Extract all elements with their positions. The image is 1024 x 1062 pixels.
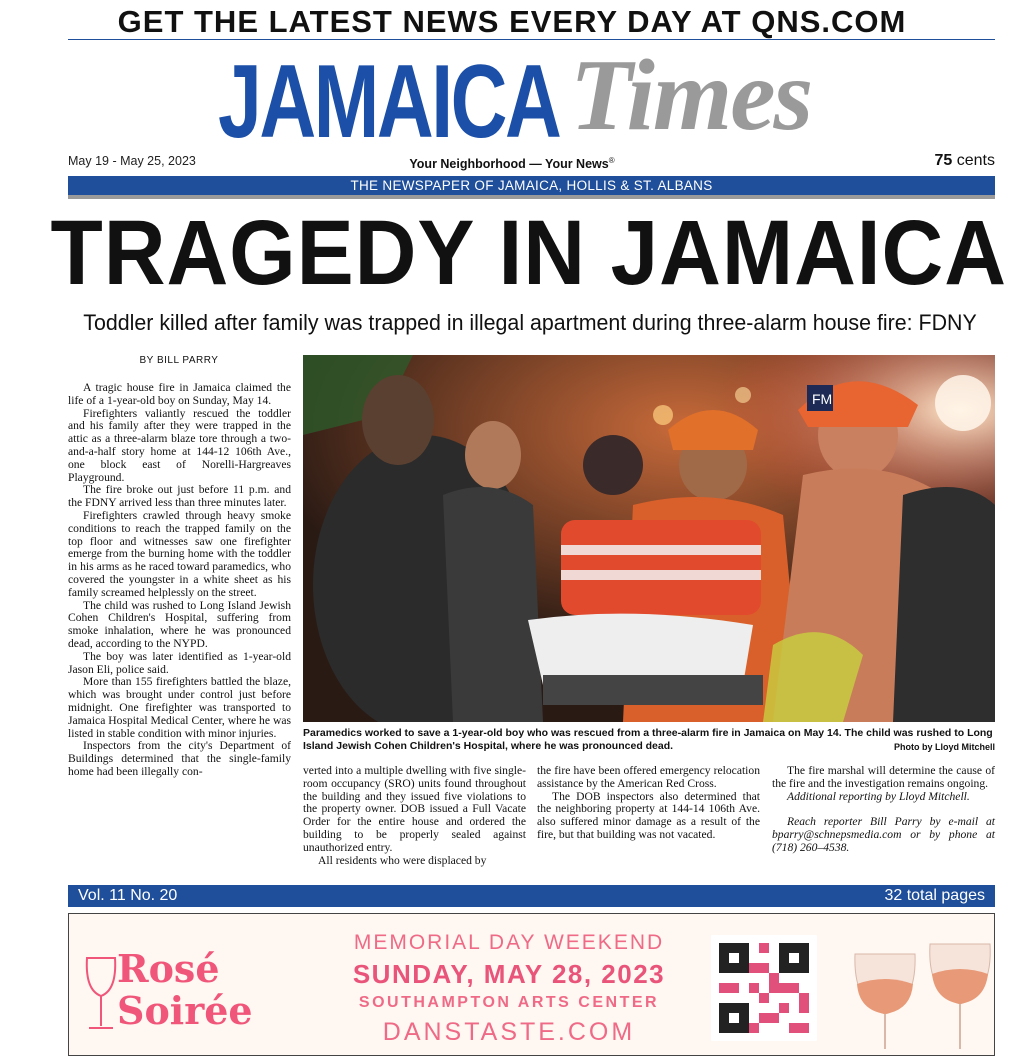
article-column-2 <box>303 765 526 867</box>
article-column-4 <box>772 765 995 855</box>
ad-text <box>319 928 699 1048</box>
ad-venue-line: SOUTHAMPTON ARTS CENTER <box>358 994 660 1011</box>
masthead-times: Times <box>570 39 812 152</box>
paragraph: A tragic house fire in Jamaica claimed the life of a 1-year-old boy on Sunday, May 14. <box>68 381 291 407</box>
volume-number: Vol. 11 No. 20 <box>78 887 178 904</box>
paragraph: verted into a multiple dwelling with five single-room occupancy (SRO) units found throughout the building and they issued five violations to the property owner. DOB issued a Full Vacate Order for the entire house and ordered the building to be properly sealed against unauthorized entry. <box>303 764 526 854</box>
advertisement[interactable] <box>68 913 995 1056</box>
paragraph: More than 155 firefighters battled the blaze, which was brought under control just before midnight. One firefighter was transported to Jamaica Hospital Medical Center, where he was listed in stable condition with minor injuries. <box>68 675 291 740</box>
paragraph: The DOB inspectors also determined that the neighboring property at 144-14 106th Ave. also suffered minor damage as a result of the fire, but that building was not vacated. <box>537 789 760 841</box>
paragraph: The boy was later identified as 1-year-old Jason Eli, police said. <box>68 649 291 676</box>
ad-event-line: MEMORIAL DAY WEEKEND <box>353 931 665 954</box>
registered-mark: ® <box>608 156 615 165</box>
article-column-1 <box>68 382 291 779</box>
paragraph: The fire marshal will determine the cause of the fire and the investigation remains ongoing. <box>772 764 995 790</box>
page-count: 32 total pages <box>884 887 985 904</box>
ad-date-line: SUNDAY, MAY 28, 2023 <box>352 959 666 989</box>
issue-bar <box>68 885 995 907</box>
additional-reporting: Additional reporting by Lloyd Mitchell. <box>787 789 970 803</box>
promo-banner[interactable]: GET THE LATEST NEWS EVERY DAY AT QNS.COM <box>117 4 907 39</box>
byline: BY BILL PARRY <box>139 355 219 366</box>
helmet-badge: FM <box>812 391 833 407</box>
subheadline: Toddler killed after family was trapped in illegal apartment during three-alarm house fire: FDNY <box>83 310 977 335</box>
paragraph: Firefighters crawled through heavy smoke conditions to reach the trapped family on the top floor and witnesses saw one firefighter emerge from the burning home with the toddler in his arms as he raced toward paramedics, who covered the youngster in a white sheet as his family screamed helplessly on the street. <box>68 508 291 599</box>
coverage-underline <box>68 195 995 199</box>
price <box>935 152 996 170</box>
paragraph: Inspectors from the city's Department of Buildings determined that the single-family home had been illegally con- <box>68 739 291 778</box>
issue-date: May 19 - May 25, 2023 <box>68 154 196 168</box>
photo-illustration <box>303 355 995 722</box>
ad-logo-line2: Soirée <box>117 988 253 1033</box>
photo-caption: Paramedics worked to save a 1-year-old boy who was rescued from a three-alarm fire in Jamaica on May 14. The child was rushed to Long Island Jewish Cohen Children's Hospital, where he was pronounced dead. <box>303 727 993 752</box>
price-unit: cents <box>956 152 995 169</box>
paragraph: The child was rushed to Long Island Jewish Cohen Children's Hospital, suffering from smoke inhalation, where he was pronounced dead, according to the NYPD. <box>68 598 291 650</box>
ad-logo <box>117 948 253 1032</box>
news-photo[interactable] <box>303 355 995 722</box>
ad-logo-line1: Rosé <box>117 946 220 991</box>
price-amount: 75 <box>934 152 953 169</box>
paragraph: the fire have been offered emergency relocation assistance by the American Red Cross. <box>537 764 760 790</box>
wine-glass-icon <box>83 954 119 1034</box>
contact-line: Reach reporter Bill Parry by e-mail at bparry@schnepsmedia.com or by phone at (718) 260–4538. <box>772 815 995 854</box>
coverage-bar: THE NEWSPAPER OF JAMAICA, HOLLIS & ST. ALBANS <box>68 176 995 195</box>
photo-credit: Photo by Lloyd Mitchell <box>894 742 995 752</box>
ad-url[interactable]: DANSTASTE.COM <box>382 1018 636 1046</box>
rose-glasses-icon <box>845 924 995 1054</box>
paragraph: All residents who were displaced by <box>318 853 487 867</box>
paragraph: Firefighters valiantly rescued the toddler and his family after they were trapped in the attic as a three-alarm blaze tore through a two-and-a-half story home at 144-12 106th Ave., one block east of Norelli-Hargreaves Playground. <box>68 406 291 484</box>
masthead-jamaica: JAMAICA <box>218 44 560 160</box>
tagline <box>0 156 1024 171</box>
qr-code-icon[interactable] <box>711 935 817 1041</box>
tagline-text: Your Neighborhood — Your News <box>409 157 609 172</box>
masthead-logo[interactable] <box>218 39 812 160</box>
article-column-3 <box>537 765 760 842</box>
paragraph: The fire broke out just before 11 p.m. and the FDNY arrived less than three minutes later. <box>68 483 291 510</box>
headline[interactable]: TRAGEDY IN JAMAICA <box>50 202 1007 304</box>
